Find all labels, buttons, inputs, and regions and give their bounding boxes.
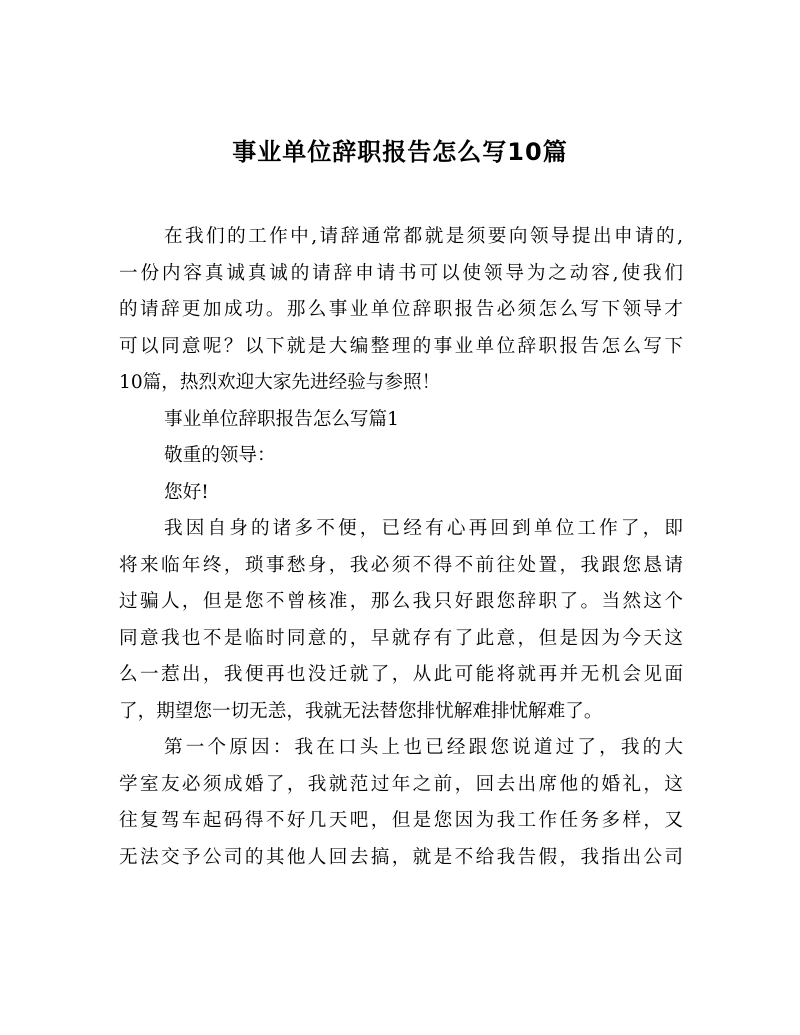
text-line: 学室友必须成婚了，我就范过年之前，回去出席他的婚礼，这 [119,773,683,795]
text-line: 敬重的领导： [164,445,276,466]
text-line: 了，期望您一切无恙，我就无法替您排忧解难排忧解难了。 [119,700,603,722]
text-line: 在我们的工作中,请辞通常都就是须要向领导提出申请的, [164,226,683,247]
text-line: 过骗人，但是您不曾核准，那么我只好跟您辞职了。当然这个 [119,591,683,612]
text-line: 一份内容真诚真诚的请辞申请书可以使领导为之动容,使我们 [119,262,683,284]
text-line: 同意我也不是临时同意的，早就存有了此意，但是因为今天这 [119,627,683,649]
text-line: 往复驾车起码得不好几天吧，但是您因为我工作任务多样，又 [119,810,683,831]
text-line: 您好! [164,481,209,503]
text-line: 第一个原因：我在口头上也已经跟您说道过了，我的大 [164,737,683,758]
text-line: 的请辞更加成功。那么事业单位辞职报告必须怎么写下领导才 [119,299,683,320]
document-title: 事业单位辞职报告怎么写10篇 [232,138,568,166]
text-line: 么一惹出，我便再也没迁就了，从此可能将就再并无机会见面 [119,664,683,685]
text-line: 我因自身的诸多不便，已经有心再回到单位工作了，即 [164,518,683,539]
text-line: 将来临年终，琐事愁身，我必须不得不前往处置，我跟您恳请 [119,554,683,576]
text-line: 无法交予公司的其他人回去搞，就是不给我告假，我指出公司 [119,846,683,868]
document-body [119,219,683,876]
text-line: 10篇，热烈欢迎大家先进经验与参照！ [119,372,441,393]
text-line: 可以同意呢？以下就是大编整理的事业单位辞职报告怎么写下 [119,335,683,357]
text-line: 事业单位辞职报告怎么写篇1 [164,408,399,430]
